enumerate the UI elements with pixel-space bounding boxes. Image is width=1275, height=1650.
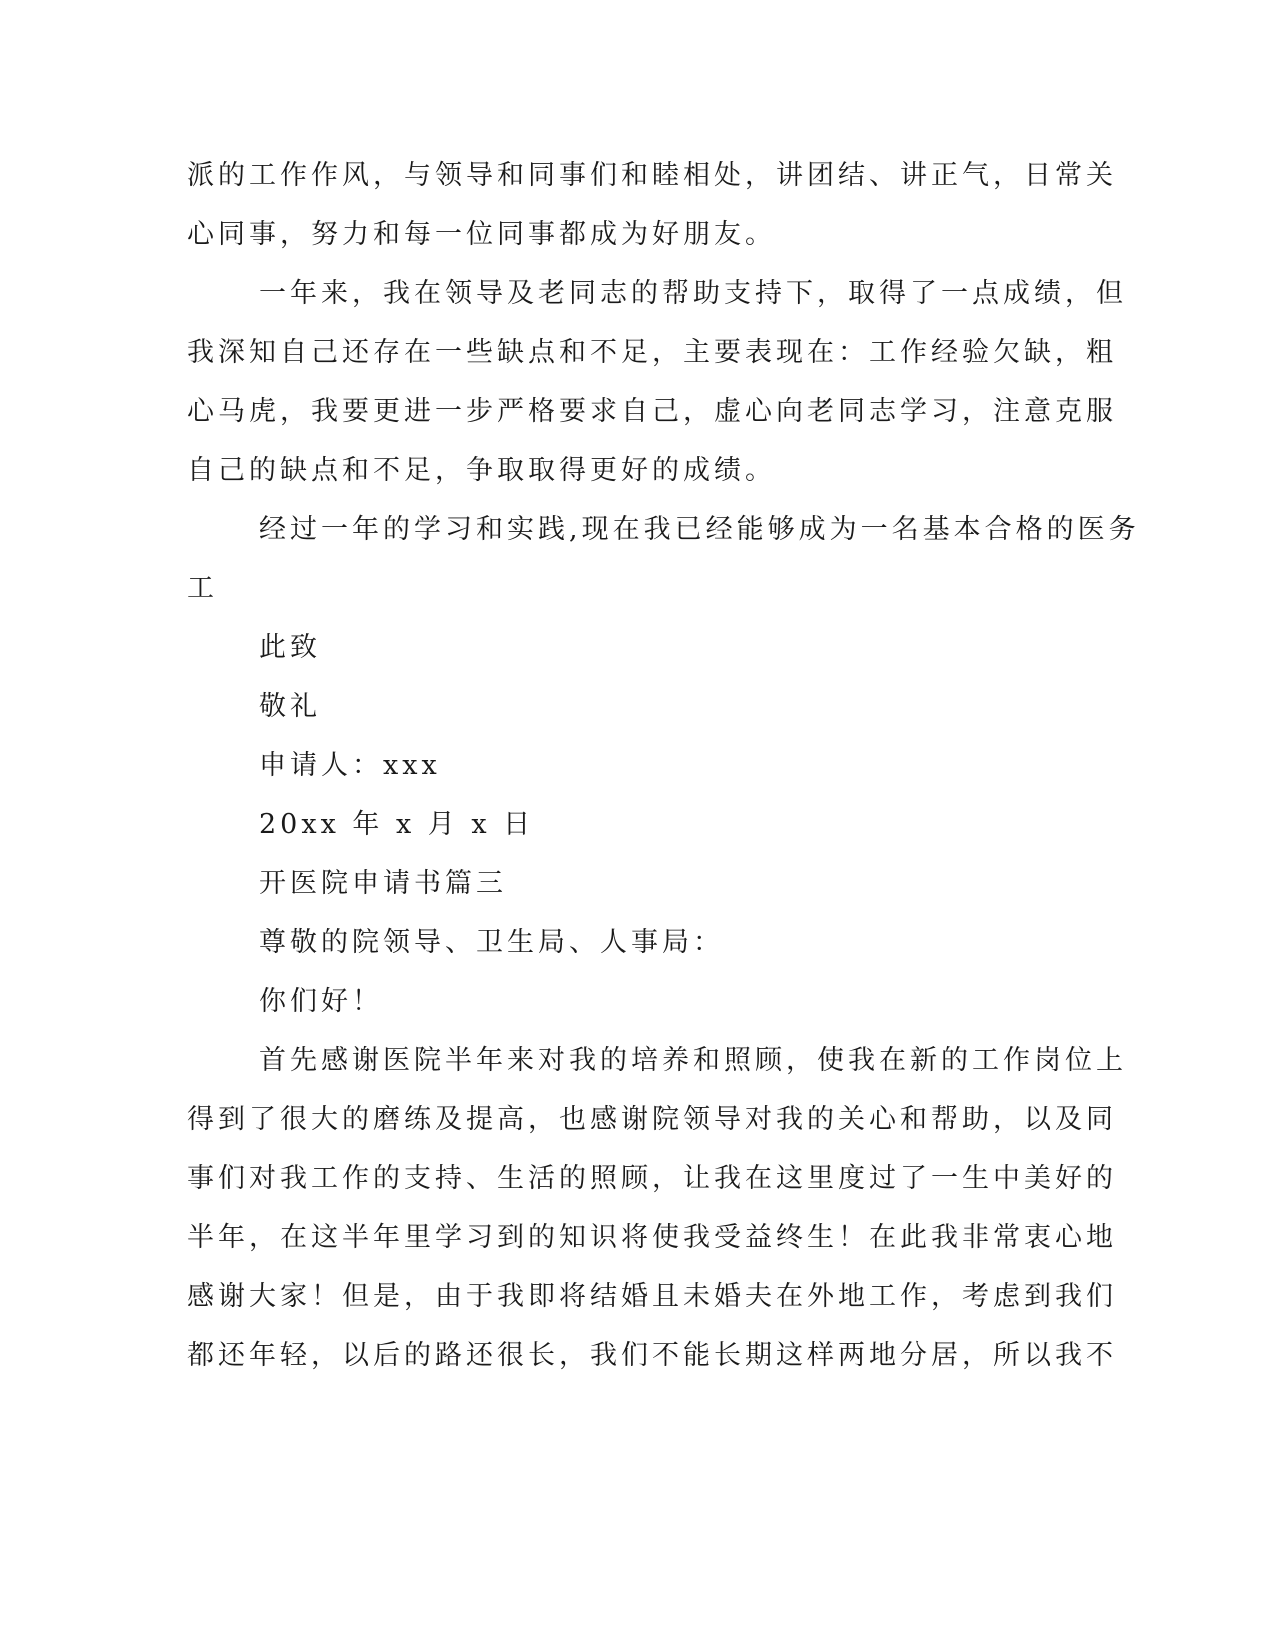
text-line: 半年，在这半年里学习到的知识将使我受益终生！在此我非常衷心地 (187, 1222, 1117, 1253)
text-line: 都还年轻，以后的路还很长，我们不能长期这样两地分居，所以我不 (187, 1340, 1117, 1371)
text-line: 我深知自己还存在一些缺点和不足，主要表现在：工作经验欠缺，粗 (187, 337, 1117, 368)
closing-salute: 敬礼 (259, 691, 321, 722)
section-heading: 开医院申请书篇三 (259, 868, 507, 899)
closing-phrase: 此致 (259, 632, 321, 663)
text-line: 事们对我工作的支持、生活的照顾，让我在这里度过了一生中美好的 (187, 1163, 1117, 1194)
applicant-signature: 申请人：xxx (259, 750, 441, 781)
salutation: 尊敬的院领导、卫生局、人事局： (259, 927, 724, 958)
greeting: 你们好！ (259, 986, 383, 1017)
text-line: 感谢大家！但是，由于我即将结婚且未婚夫在外地工作，考虑到我们 (187, 1281, 1117, 1312)
text-line: 工 (187, 573, 218, 604)
paragraph-start-line: 首先感谢医院半年来对我的培养和照顾，使我在新的工作岗位上 (259, 1045, 1127, 1076)
text-line: 得到了很大的磨练及提高，也感谢院领导对我的关心和帮助，以及同 (187, 1104, 1117, 1135)
paragraph-start-line: 经过一年的学习和实践,现在我已经能够成为一名基本合格的医务 (259, 514, 1140, 545)
text-line: 心同事，努力和每一位同事都成为好朋友。 (187, 219, 776, 250)
text-line: 自己的缺点和不足，争取取得更好的成绩。 (187, 455, 776, 486)
paragraph-start-line: 一年来，我在领导及老同志的帮助支持下，取得了一点成绩，但 (259, 278, 1127, 309)
date-line: 20xx 年 x 月 x 日 (259, 809, 535, 840)
text-line: 派的工作作风，与领导和同事们和睦相处，讲团结、讲正气，日常关 (187, 160, 1117, 191)
text-line: 心马虎，我要更进一步严格要求自己，虚心向老同志学习，注意克服 (187, 396, 1117, 427)
